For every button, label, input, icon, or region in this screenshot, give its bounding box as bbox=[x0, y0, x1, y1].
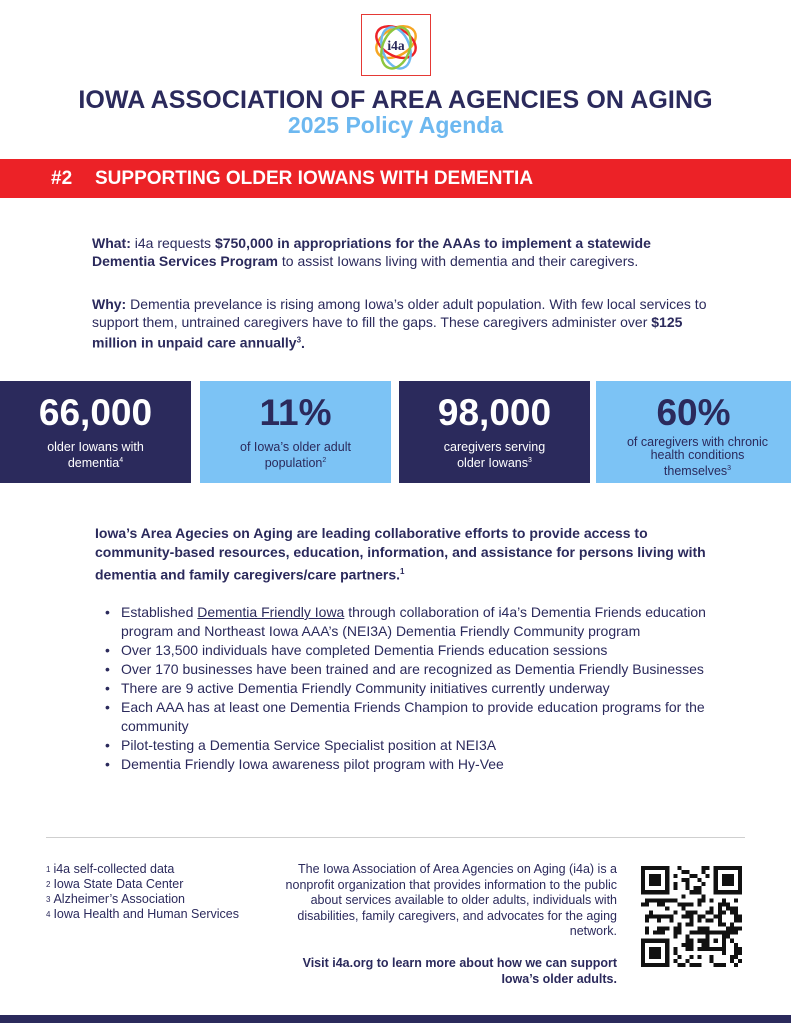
stat-value: 11% bbox=[259, 392, 332, 433]
i4a-logo bbox=[361, 14, 431, 76]
why-footnote: 3 bbox=[296, 335, 302, 344]
why-label: Why: bbox=[92, 296, 127, 312]
qr-code[interactable] bbox=[641, 866, 742, 967]
stat-value: 98,000 bbox=[437, 392, 552, 433]
list-item: • Dementia Friendly Iowa awareness pilot program with Hy-Vee bbox=[105, 756, 504, 772]
why-bold: $125 million in unpaid care annually bbox=[92, 314, 683, 351]
list-item: • Over 13,500 individuals have completed Dementia Friends education sessions bbox=[105, 642, 608, 658]
lead-footnote: 1 bbox=[400, 567, 405, 576]
why-end: . bbox=[301, 334, 305, 351]
stat-card-chronic bbox=[596, 381, 791, 483]
list-item: • There are 9 active Dementia Friendly Community initiatives currently underway bbox=[105, 680, 610, 696]
stat-label: of caregivers with chronic health conditions themselves$^3$ bbox=[626, 435, 769, 479]
about-text: The Iowa Association of Area Agencies on Aging (i4a) is a nonprofit organization that provides information to the public about services available to older adults, individuals with disabilities, family caregivers, and advocates for the aging network. bbox=[285, 862, 617, 938]
what-text-2: to assist Iowans living with dementia and their caregivers. bbox=[277, 253, 639, 269]
banner-title: SUPPORTING OLDER IOWANS WITH DEMENTIA bbox=[95, 168, 534, 189]
why-text-1: Dementia prevelance is rising among Iowa’s older adult population. With few local services to support them, untrained caregivers have to fill the gaps. These caregivers administer over bbox=[92, 296, 707, 330]
footnote: $^1$ i4a self-collected data bbox=[46, 862, 175, 876]
dementia-friendly-iowa-link[interactable]: Dementia Friendly Iowa bbox=[197, 604, 345, 620]
what-bold: $750,000 in appropriations for the AAAs to implement a statewide Dementia Services Program bbox=[92, 235, 651, 269]
banner-number: #2 bbox=[51, 168, 73, 189]
stat-value: 60% bbox=[656, 392, 731, 433]
organization-title: IOWA ASSOCIATION OF AREA AGENCIES ON AGING bbox=[78, 86, 713, 114]
stat-card-dementia bbox=[0, 381, 191, 483]
lead-text: Iowa’s Area Agecies on Aging are leading collaborative efforts to provide access to community-based resources, education, information, and assistance for persons living with dementia and family caregivers/care partners. bbox=[95, 525, 706, 583]
footer-divider bbox=[46, 837, 745, 838]
lead-paragraph bbox=[95, 524, 715, 585]
stat-card-population bbox=[200, 381, 391, 483]
what-paragraph bbox=[92, 234, 717, 270]
footnotes-list bbox=[46, 862, 239, 922]
stat-card-caregivers bbox=[399, 381, 590, 483]
section-banner bbox=[0, 159, 791, 198]
bottom-bar bbox=[0, 1015, 791, 1023]
agenda-title: 2025 Policy Agenda bbox=[287, 112, 504, 138]
visit-text: Visit i4a.org to learn more about how we can support Iowa’s older adults. bbox=[302, 956, 617, 986]
stat-value: 66,000 bbox=[38, 392, 153, 433]
i4a-logo-mark bbox=[362, 15, 430, 75]
stat-label: older Iowans with dementia$^4$ bbox=[47, 440, 144, 471]
what-text-1: i4a requests bbox=[130, 235, 215, 251]
qr-code-icon bbox=[641, 866, 742, 967]
what-label: What: bbox=[92, 235, 131, 251]
list-item: • Over 170 businesses have been trained and are recognized as Dementia Friendly Businesses bbox=[105, 661, 704, 677]
stat-label: caregivers serving older Iowans$^3$ bbox=[443, 440, 546, 471]
footnote: $^2$ Iowa State Data Center bbox=[46, 877, 184, 891]
initiatives-list bbox=[105, 603, 715, 774]
list-item: • Pilot-testing a Dementia Service Specialist position at NEI3A bbox=[105, 737, 497, 753]
stat-label: of Iowa’s older adult population$^2$ bbox=[240, 440, 351, 471]
why-paragraph bbox=[92, 295, 717, 352]
footnote: $^4$ Iowa Health and Human Services bbox=[46, 907, 239, 921]
list-item: • Each AAA has at least one Dementia Friends Champion to provide education programs for the community bbox=[105, 699, 705, 734]
footnote: $^3$ Alzheimer’s Association bbox=[46, 892, 185, 906]
list-item: • Established Dementia Friendly Iowa through collaboration of i4a’s Dementia Friends education program and Northeast Iowa AAA’s (NEI3A) Dementia Friendly Community program bbox=[105, 604, 706, 639]
logo-text: i4a bbox=[387, 37, 405, 53]
